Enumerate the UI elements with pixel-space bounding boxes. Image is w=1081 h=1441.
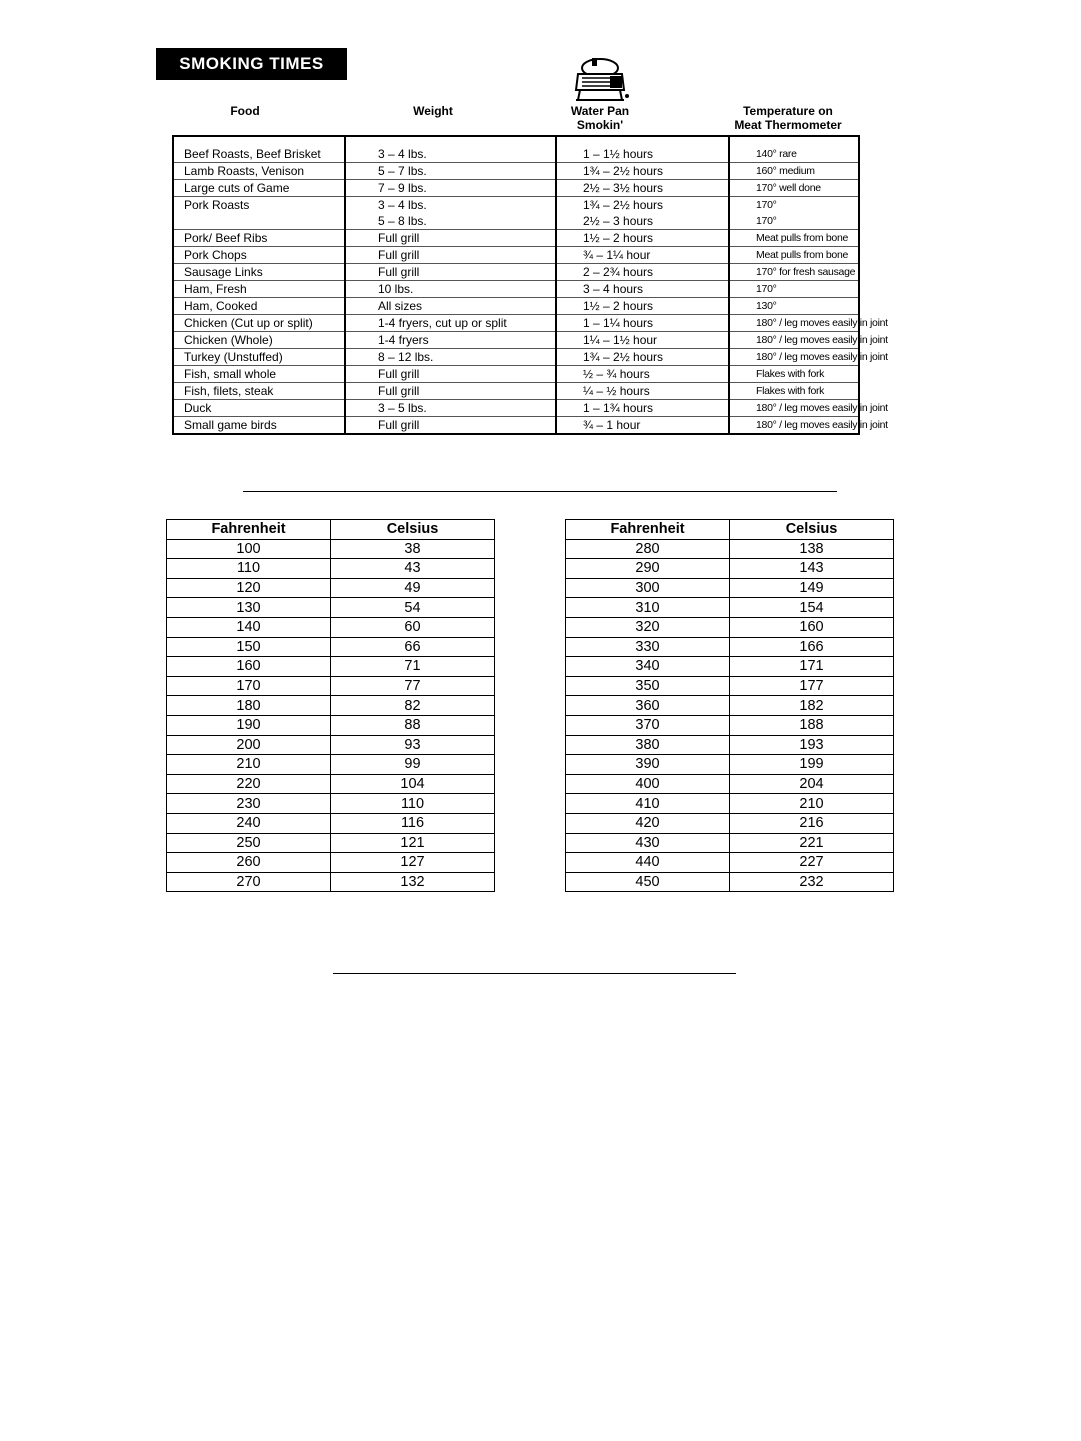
celsius-cell: 216 <box>730 813 894 833</box>
weight-cell: Full grill <box>345 230 556 247</box>
time-cell: 2½ – 3 hours <box>556 213 729 230</box>
weight-cell: 3 – 4 lbs. <box>345 136 556 163</box>
table-row <box>566 559 894 579</box>
table-row <box>173 230 859 247</box>
temperature-cell: 180° / leg moves easily in joint <box>729 417 859 435</box>
fahrenheit-cell: 440 <box>566 853 730 873</box>
celsius-cell: 227 <box>730 853 894 873</box>
temperature-cell: 170° for fresh sausage <box>729 264 859 281</box>
celsius-cell: 88 <box>331 715 495 735</box>
food-cell: Beef Roasts, Beef Brisket <box>173 136 345 163</box>
table-row <box>566 833 894 853</box>
table-row <box>167 559 495 579</box>
celsius-cell: 210 <box>730 794 894 814</box>
col-header-fahrenheit: Fahrenheit <box>167 520 331 540</box>
table-row <box>566 696 894 716</box>
col-header-celsius: Celsius <box>331 520 495 540</box>
food-cell: Sausage Links <box>173 264 345 281</box>
table-row <box>167 676 495 696</box>
fahrenheit-cell: 450 <box>566 872 730 892</box>
celsius-cell: 71 <box>331 657 495 677</box>
fahrenheit-cell: 220 <box>167 774 331 794</box>
table-row <box>566 715 894 735</box>
weight-cell: 5 – 7 lbs. <box>345 163 556 180</box>
table-row <box>566 539 894 559</box>
fahrenheit-cell: 100 <box>167 539 331 559</box>
header-temperature-line2: Meat Thermometer <box>734 118 842 132</box>
table-row <box>167 853 495 873</box>
celsius-cell: 188 <box>730 715 894 735</box>
table-row <box>167 755 495 775</box>
food-cell: Small game birds <box>173 417 345 435</box>
temperature-cell: 170° <box>729 281 859 298</box>
food-cell: Chicken (Cut up or split) <box>173 315 345 332</box>
temperature-cell: Meat pulls from bone <box>729 247 859 264</box>
time-cell: ¼ – ½ hours <box>556 383 729 400</box>
weight-cell: 10 lbs. <box>345 281 556 298</box>
time-cell: 1½ – 2 hours <box>556 298 729 315</box>
temperature-cell: 170° well done <box>729 180 859 197</box>
fahrenheit-cell: 120 <box>167 578 331 598</box>
temperature-cell: 160° medium <box>729 163 859 180</box>
fahrenheit-cell: 180 <box>167 696 331 716</box>
time-cell: 2 – 2¾ hours <box>556 264 729 281</box>
table-row <box>173 298 859 315</box>
fahrenheit-cell: 140 <box>167 617 331 637</box>
temperature-cell: Meat pulls from bone <box>729 230 859 247</box>
table-row <box>566 676 894 696</box>
fahrenheit-cell: 110 <box>167 559 331 579</box>
weight-cell: Full grill <box>345 417 556 435</box>
table-row <box>566 813 894 833</box>
celsius-cell: 154 <box>730 598 894 618</box>
temperature-cell: 180° / leg moves easily in joint <box>729 349 859 366</box>
temperature-cell: Flakes with fork <box>729 383 859 400</box>
food-cell: Pork/ Beef Ribs <box>173 230 345 247</box>
fahrenheit-cell: 310 <box>566 598 730 618</box>
celsius-cell: 110 <box>331 794 495 814</box>
temperature-cell: 140° rare <box>729 136 859 163</box>
weight-cell: 8 – 12 lbs. <box>345 349 556 366</box>
time-cell: 3 – 4 hours <box>556 281 729 298</box>
celsius-cell: 193 <box>730 735 894 755</box>
time-cell: 1 – 1¼ hours <box>556 315 729 332</box>
fahrenheit-cell: 360 <box>566 696 730 716</box>
fahrenheit-cell: 280 <box>566 539 730 559</box>
celsius-cell: 77 <box>331 676 495 696</box>
celsius-cell: 232 <box>730 872 894 892</box>
celsius-cell: 82 <box>331 696 495 716</box>
table-row <box>566 657 894 677</box>
time-cell: 1½ – 2 hours <box>556 230 729 247</box>
celsius-cell: 127 <box>331 853 495 873</box>
time-cell: ¾ – 1 hour <box>556 417 729 435</box>
time-cell: ½ – ¾ hours <box>556 366 729 383</box>
fahrenheit-cell: 420 <box>566 813 730 833</box>
weight-cell: Full grill <box>345 366 556 383</box>
table-row <box>173 417 859 435</box>
table-row <box>566 872 894 892</box>
conversion-table-left <box>166 519 495 892</box>
smoker-grill-icon <box>570 56 632 104</box>
col-header-celsius: Celsius <box>730 520 894 540</box>
temperature-cell: 180° / leg moves easily in joint <box>729 315 859 332</box>
temperature-cell: Flakes with fork <box>729 366 859 383</box>
temperature-cell: 170° <box>729 213 859 230</box>
divider-rule <box>333 973 736 974</box>
fahrenheit-cell: 250 <box>167 833 331 853</box>
fahrenheit-cell: 350 <box>566 676 730 696</box>
table-row <box>566 598 894 618</box>
celsius-cell: 104 <box>331 774 495 794</box>
fahrenheit-cell: 300 <box>566 578 730 598</box>
fahrenheit-cell: 200 <box>167 735 331 755</box>
fahrenheit-cell: 430 <box>566 833 730 853</box>
celsius-cell: 99 <box>331 755 495 775</box>
fahrenheit-cell: 130 <box>167 598 331 618</box>
fahrenheit-cell: 370 <box>566 715 730 735</box>
table-row <box>566 853 894 873</box>
fahrenheit-cell: 290 <box>566 559 730 579</box>
food-cell: Chicken (Whole) <box>173 332 345 349</box>
weight-cell: Full grill <box>345 383 556 400</box>
header-temperature-line1: Temperature on <box>743 104 833 118</box>
food-cell: Lamb Roasts, Venison <box>173 163 345 180</box>
food-cell: Large cuts of Game <box>173 180 345 197</box>
food-cell: Duck <box>173 400 345 417</box>
celsius-cell: 160 <box>730 617 894 637</box>
table-row <box>173 366 859 383</box>
fahrenheit-cell: 410 <box>566 794 730 814</box>
food-cell: Pork Chops <box>173 247 345 264</box>
fahrenheit-cell: 230 <box>167 794 331 814</box>
celsius-cell: 171 <box>730 657 894 677</box>
weight-cell: All sizes <box>345 298 556 315</box>
time-cell: 1¾ – 2½ hours <box>556 197 729 214</box>
celsius-cell: 138 <box>730 539 894 559</box>
fahrenheit-cell: 210 <box>167 755 331 775</box>
header-temperature <box>718 104 858 132</box>
fahrenheit-cell: 400 <box>566 774 730 794</box>
table-row <box>167 872 495 892</box>
celsius-cell: 121 <box>331 833 495 853</box>
table-row <box>167 598 495 618</box>
celsius-cell: 221 <box>730 833 894 853</box>
time-cell: 1¼ – 1½ hour <box>556 332 729 349</box>
table-row <box>173 247 859 264</box>
header-food: Food <box>230 104 260 118</box>
fahrenheit-cell: 150 <box>167 637 331 657</box>
temperature-cell: 180° / leg moves easily in joint <box>729 332 859 349</box>
celsius-cell: 93 <box>331 735 495 755</box>
table-row <box>167 735 495 755</box>
celsius-cell: 116 <box>331 813 495 833</box>
celsius-cell: 132 <box>331 872 495 892</box>
celsius-cell: 204 <box>730 774 894 794</box>
table-row <box>167 657 495 677</box>
time-cell: ¾ – 1¼ hour <box>556 247 729 264</box>
celsius-cell: 49 <box>331 578 495 598</box>
table-row <box>566 578 894 598</box>
divider-rule <box>243 491 837 492</box>
weight-cell: 3 – 4 lbs. <box>345 197 556 214</box>
table-row <box>167 715 495 735</box>
table-row <box>566 735 894 755</box>
table-row <box>173 264 859 281</box>
smoking-times-title: SMOKING TIMES <box>156 48 347 80</box>
fahrenheit-cell: 340 <box>566 657 730 677</box>
table-row <box>167 833 495 853</box>
temperature-cell: 180° / leg moves easily in joint <box>729 400 859 417</box>
table-row <box>167 578 495 598</box>
fahrenheit-cell: 260 <box>167 853 331 873</box>
food-cell: Ham, Fresh <box>173 281 345 298</box>
table-row <box>566 774 894 794</box>
celsius-cell: 54 <box>331 598 495 618</box>
fahrenheit-cell: 270 <box>167 872 331 892</box>
fahrenheit-cell: 160 <box>167 657 331 677</box>
table-row <box>173 197 859 214</box>
time-cell: 1 – 1¾ hours <box>556 400 729 417</box>
conversion-table-right <box>565 519 894 892</box>
time-cell: 1 – 1½ hours <box>556 136 729 163</box>
celsius-cell: 149 <box>730 578 894 598</box>
table-row <box>173 383 859 400</box>
celsius-cell: 60 <box>331 617 495 637</box>
table-row <box>173 332 859 349</box>
fahrenheit-cell: 190 <box>167 715 331 735</box>
table-row <box>167 696 495 716</box>
table-row <box>173 180 859 197</box>
weight-cell: 1-4 fryers <box>345 332 556 349</box>
table-row <box>167 637 495 657</box>
header-water-pan-line1: Water Pan <box>570 104 630 118</box>
weight-cell: 3 – 5 lbs. <box>345 400 556 417</box>
food-cell: Fish, filets, steak <box>173 383 345 400</box>
time-cell: 1¾ – 2½ hours <box>556 349 729 366</box>
celsius-cell: 43 <box>331 559 495 579</box>
food-cell: Fish, small whole <box>173 366 345 383</box>
table-row <box>173 349 859 366</box>
table-row <box>167 813 495 833</box>
fahrenheit-cell: 320 <box>566 617 730 637</box>
smoking-times-table <box>172 135 888 435</box>
celsius-cell: 166 <box>730 637 894 657</box>
time-cell: 2½ – 3½ hours <box>556 180 729 197</box>
table-row <box>566 637 894 657</box>
header-water-pan <box>550 104 650 132</box>
table-row <box>167 774 495 794</box>
weight-cell: Full grill <box>345 247 556 264</box>
table-row <box>173 400 859 417</box>
temperature-cell: 130° <box>729 298 859 315</box>
table-row <box>167 539 495 559</box>
weight-cell: 5 – 8 lbs. <box>345 213 556 230</box>
fahrenheit-cell: 240 <box>167 813 331 833</box>
celsius-cell: 199 <box>730 755 894 775</box>
food-cell: Pork Roasts <box>173 197 345 214</box>
table-row <box>173 163 859 180</box>
fahrenheit-cell: 170 <box>167 676 331 696</box>
food-cell: Turkey (Unstuffed) <box>173 349 345 366</box>
table-row <box>167 794 495 814</box>
table-row <box>566 794 894 814</box>
food-cell <box>173 213 345 230</box>
header-weight: Weight <box>413 104 453 118</box>
celsius-cell: 182 <box>730 696 894 716</box>
celsius-cell: 143 <box>730 559 894 579</box>
table-row <box>173 315 859 332</box>
fahrenheit-cell: 330 <box>566 637 730 657</box>
table-row <box>173 136 859 163</box>
temperature-cell: 170° <box>729 197 859 214</box>
table-row <box>167 617 495 637</box>
table-row <box>566 617 894 637</box>
fahrenheit-cell: 380 <box>566 735 730 755</box>
table-row <box>566 755 894 775</box>
weight-cell: 7 – 9 lbs. <box>345 180 556 197</box>
weight-cell: 1-4 fryers, cut up or split <box>345 315 556 332</box>
table-row <box>173 281 859 298</box>
celsius-cell: 38 <box>331 539 495 559</box>
table-row <box>173 213 859 230</box>
time-cell: 1¾ – 2½ hours <box>556 163 729 180</box>
header-water-pan-line2: Smokin' <box>576 118 624 132</box>
col-header-fahrenheit: Fahrenheit <box>566 520 730 540</box>
celsius-cell: 177 <box>730 676 894 696</box>
food-cell: Ham, Cooked <box>173 298 345 315</box>
weight-cell: Full grill <box>345 264 556 281</box>
celsius-cell: 66 <box>331 637 495 657</box>
fahrenheit-cell: 390 <box>566 755 730 775</box>
